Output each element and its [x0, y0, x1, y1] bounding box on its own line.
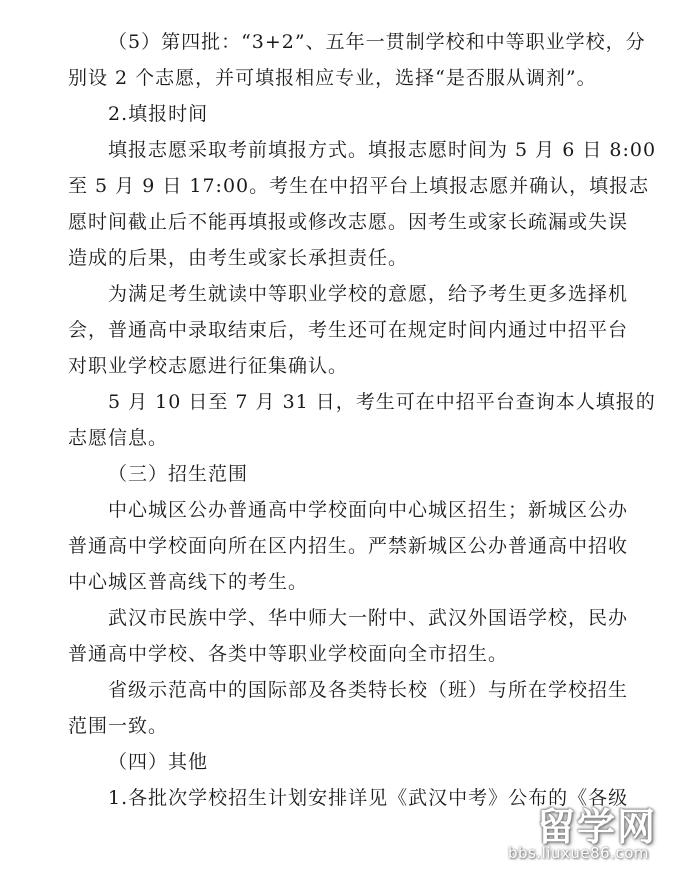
- paragraph-line: 普通高中学校面向所在区内招生。严禁新城区公办普通高中招收: [68, 535, 629, 557]
- paragraph-line: 造成的后果，由考生或家长承担责任。: [68, 247, 409, 269]
- paragraph-line: 中心城区公办普通高中学校面向中心城区招生；新城区公办: [108, 499, 629, 521]
- paragraph-line: 愿时间截止后不能再填报或修改志愿。因考生或家长疏漏或失误: [68, 211, 629, 233]
- watermark-url: bbs.liuxue86.com: [508, 844, 649, 862]
- paragraph-line: 普通高中学校、各类中等职业学校面向全市招生。: [68, 643, 509, 665]
- paragraph-line: 志愿信息。: [68, 427, 169, 449]
- section-heading: （四）其他: [108, 751, 209, 773]
- paragraph-line: 武汉市民族中学、华中师大一附中、武汉外国语学校，民办: [108, 607, 629, 629]
- paragraph-line: 对职业学校志愿进行征集确认。: [68, 355, 349, 377]
- paragraph-line: 范围一致。: [68, 715, 169, 737]
- paragraph-line: 中心城区普高线下的考生。: [68, 571, 309, 593]
- site-watermark: [481, 796, 663, 870]
- paragraph-line: 别设 2 个志愿，并可填报相应专业，选择“是否服从调剂”。: [68, 67, 597, 89]
- paragraph-line: 为满足考生就读中等职业学校的意愿，给予考生更多选择机: [108, 283, 629, 305]
- paragraph-line: 5 月 10 日至 7 月 31 日，考生可在中招平台查询本人填报的: [108, 391, 656, 413]
- section-heading: 2.填报时间: [108, 103, 209, 125]
- paragraph-line: 填报志愿采取考前填报方式。填报志愿时间为 5 月 6 日 8:00: [108, 139, 657, 161]
- paragraph-line: 会，普通高中录取结束后，考生还可在规定时间内通过中招平台: [68, 319, 629, 341]
- section-heading: （三）招生范围: [108, 463, 249, 485]
- paragraph-line: （5）第四批：“3+2”、五年一贯制学校和中等职业学校，分: [108, 31, 646, 53]
- watermark-logo-text: 留学网: [536, 805, 657, 849]
- paragraph-line: 至 5 月 9 日 17:00。考生在中招平台上填报志愿并确认，填报志: [68, 175, 650, 197]
- paragraph-line: 省级示范高中的国际部及各类特长校（班）与所在学校招生: [108, 679, 629, 701]
- paragraph-line: 1.各批次学校招生计划安排详见《武汉中考》公布的《各级: [108, 787, 629, 809]
